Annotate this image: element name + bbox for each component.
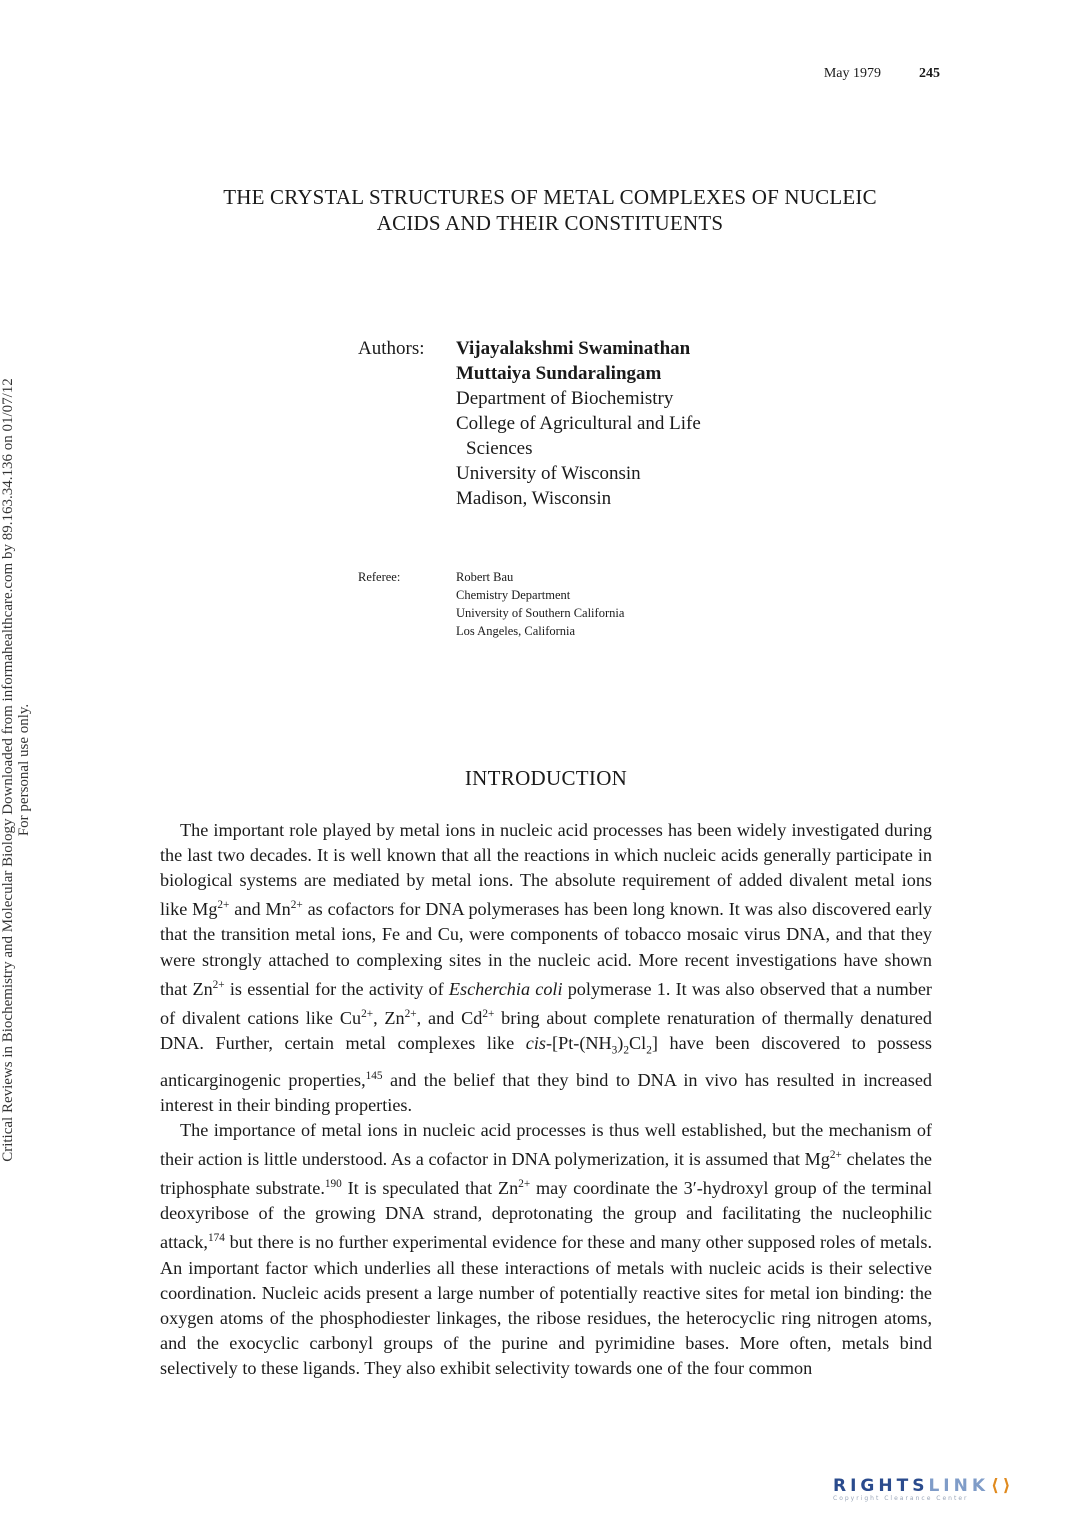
logo-bracket-icon: ⟨⟩ [991,1476,1015,1496]
superscript: 174 [207,1232,225,1245]
referee-list [456,568,624,640]
superscript: 2+ [361,1007,374,1020]
text-run: Cl [629,1032,647,1053]
text-run: It is speculated that Zn [341,1178,519,1199]
superscript: 2+ [212,978,225,991]
text-run: chelates the triphosphate substrate. [160,1149,933,1199]
watermark-line-2: For personal use only. [16,703,32,837]
article-title [120,184,980,236]
author-affiliation: Department of Biochemistry [456,388,674,409]
authors-block [358,336,701,511]
authors-label: Authors: [358,338,425,359]
text-run: ] have been discovered to possess anticarginogenic properties, [160,1032,932,1090]
referee-label: Referee: [358,570,401,584]
watermark-line-1: Critical Reviews in Biochemistry and Molecular Biology Downloaded from informahealthcare.com by 89.163.34.136 on 01/07/12 [0,378,16,1162]
text-run: and Mn [229,899,291,920]
title-line-1: THE CRYSTAL STRUCTURES OF METAL COMPLEXES OF NUCLEIC [223,185,877,209]
author-name: Muttaiya Sundaralingam [456,363,662,384]
superscript: 2+ [404,1007,417,1020]
superscript: 190 [324,1178,342,1191]
referee-name: Robert Bau [456,570,514,584]
authors-list [456,336,701,511]
text-run: and the belief that they bind to DNA in vivo has resulted in increased interest in their binding properties. [160,1069,932,1115]
referee-block [358,568,624,640]
download-watermark [0,335,58,1205]
rightslink-logo[interactable] [833,1476,1073,1502]
text-run: ) [617,1032,624,1053]
text-run: polymerase 1. It was also observed that a number of divalent cations like Cu [160,978,932,1028]
running-header [760,66,940,82]
author-affiliation: Madison, Wisconsin [456,488,612,509]
text-run: -[Pt-(NH [545,1032,612,1053]
logo-text-accent: LINK [928,1476,989,1496]
author-affiliation: Sciences [466,438,533,459]
author-affiliation: College of Agricultural and Life [456,413,701,434]
subscript: 2 [623,1044,629,1057]
logo-text-main: RIGHTS [833,1476,929,1496]
author-affiliation: University of Wisconsin [456,463,641,484]
text-run: may coordinate the 3′-hydroxyl group of the terminal deoxyribose of the growing DNA strand, deprotonating the group and facilitating the nucleophilic attack, [160,1178,932,1253]
referee-affiliation: Chemistry Department [456,588,571,602]
text-run: as cofactors for DNA polymerases has been long known. It was also discovered early that the transition metal ions, Fe and Cu, were components of tobacco mosaic virus DNA, and that they were strongly attached to complexing sites in the nucleic acid. More recent investigations have shown that Zn [160,899,933,999]
referee-affiliation: Los Angeles, California [456,624,576,638]
text-run: is essential for the activity of [224,978,449,999]
text-run: bring about complete renaturation of thermally denatured DNA. Further, certain metal complexes like [160,1007,932,1053]
superscript: 145 [365,1069,383,1082]
text-run: The important role played by metal ions in nucleic acid processes has been widely investigated during the last two decades. It is well known that all the reactions in which nucleic acids generally participate in biological systems are mediated by metal ions. The absolute requirement of added divalent metal ions like Mg [160,820,932,920]
superscript: 2+ [829,1149,842,1162]
referee-affiliation: University of Southern California [456,606,625,620]
text-run: but there is no further experimental evidence for these and many other supposed roles of metals. An important factor which underlies all these interactions of metals with nucleic acids is their selective coordination. Nucleic acids present a large number of potentially reactive sites for metal ion binding: the oxygen atoms of the phosphodiester linkages, the ribose residues, the heterocyclic ring nitrogen atoms, and the exocyclic carbonyl groups of the purine and pyrimidine bases. More often, metals bind selectively to these ligands. They also exhibit selectivity towards one of the four common [160,1232,932,1378]
superscript: 2+ [290,899,303,912]
paragraph [160,1118,932,1381]
body-text [160,818,932,1381]
paragraph [160,818,932,1118]
superscript: 2+ [518,1178,531,1191]
subscript: 2 [646,1044,652,1057]
author-name: Vijayalakshmi Swaminathan [456,338,691,359]
text-run: , Zn [373,1007,405,1028]
text-run: The importance of metal ions in nucleic acid processes is thus well established, but the mechanism of their action is little understood. As a cofactor in DNA polymerization, it is assumed that Mg [160,1119,932,1170]
logo-subtitle: Copyright Clearance Center [833,1495,969,1502]
text-run: , and Cd [416,1007,483,1028]
italic-text: Escherchia coli [448,978,563,999]
superscript: 2+ [217,899,230,912]
italic-text: cis [525,1032,546,1053]
section-heading: INTRODUCTION [464,766,628,790]
issue-date: May 1979 [823,66,881,81]
subscript: 3 [611,1044,618,1057]
page-number: 245 [919,66,940,81]
title-line-2: ACIDS AND THEIR CONSTITUENTS [376,211,724,235]
superscript: 2+ [482,1007,495,1020]
